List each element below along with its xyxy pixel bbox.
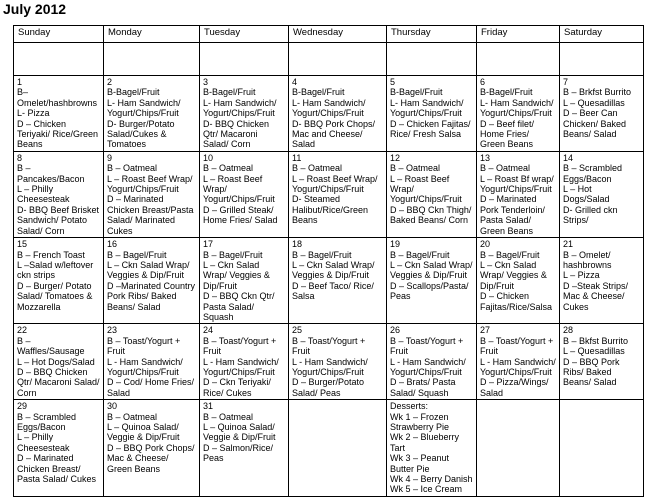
day-cell: 8 B – Pancakes/Bacon L – Philly Cheesesteak D- BBQ Beef Brisket Sandwich/ Potato Salad/ Corn: [14, 151, 104, 237]
day-cell: 19 B – Bagel/Fruit L – Ckn Salad Wrap/ Veggies & Dip/Fruit D – Scallops/Pasta/ Peas: [387, 238, 477, 324]
empty-cell: [200, 43, 289, 76]
day-cell: 7 B – Brkfst Burrito L – Quesadillas D – Beer Can Chicken/ Baked Beans/ Salad: [560, 76, 644, 152]
day-cell: 3 B-Bagel/Fruit L- Ham Sandwich/ Yogurt/Chips/Fruit D- BBQ Chicken Qtr/ Macaroni Salad/ Corn: [200, 76, 289, 152]
day-cell: 10 B – Oatmeal L – Roast Beef Wrap/ Yogurt/Chips/Fruit D – Grilled Steak/ Home Fries/ Salad: [200, 151, 289, 237]
day-cell: 1 B– Omelet/hashbrowns L- Pizza D – Chicken Teriyaki/ Rice/Green Beans: [14, 76, 104, 152]
day-cell: 18 B – Bagel/Fruit L – Ckn Salad Wrap/ Veggies & Dip/Fruit D – Beef Taco/ Rice/ Salsa: [289, 238, 387, 324]
day-cell: 6 B-Bagel/Fruit L- Ham Sandwich/ Yogurt/Chips/Fruit D – Beef filet/ Home Fries/ Green Beans: [477, 76, 560, 152]
day-cell: 4 B-Bagel/Fruit L- Ham Sandwich/ Yogurt/Chips/Fruit D- BBQ Pork Chops/ Mac and Cheese/ Salad: [289, 76, 387, 152]
week-row-5: [14, 400, 644, 497]
day-cell: 31 B – Oatmeal L – Quinoa Salad/ Veggie & Dip/Fruit D – Salmon/Rice/ Peas: [200, 400, 289, 497]
weekday-header-wednesday: Wednesday: [289, 26, 387, 43]
empty-cell: [477, 400, 560, 497]
day-cell: 23 B – Toast/Yogurt + Fruit L - Ham Sandwich/ Yogurt/Chips/Fruit D – Cod/ Home Fries/ Salad: [104, 324, 200, 400]
week-row-1: [14, 76, 644, 152]
day-cell: 24 B – Toast/Yogurt + Fruit L - Ham Sandwich/ Yogurt/Chips/Fruit D – Ckn Teriyaki/ Rice/ Cukes: [200, 324, 289, 400]
day-cell: 15 B – French Toast L –Salad w/leftover ckn strips D – Burger/ Potato Salad/ Tomatoes & Mozzarella: [14, 238, 104, 324]
day-cell: 14 B – Scrambled Eggs/Bacon L – Hot Dogs/Salad D- Grilled ckn Strips/: [560, 151, 644, 237]
day-cell: 17 B – Bagel/Fruit L – Ckn Salad Wrap/ Veggies & Dip/Fruit D – BBQ Ckn Qtr/ Pasta Salad/ Squash: [200, 238, 289, 324]
week-row-3: [14, 238, 644, 324]
empty-cell: [14, 43, 104, 76]
empty-cell: [560, 43, 644, 76]
day-cell: 25 B – Toast/Yogurt + Fruit L - Ham Sandwich/ Yogurt/Chips/Fruit D – Burger/Potato Salad/ Peas: [289, 324, 387, 400]
page-title: July 2012: [3, 1, 67, 17]
day-cell: 9 B – Oatmeal L – Roast Beef Wrap/ Yogurt/Chips/Fruit D – Marinated Chicken Breast/Pasta Salad/ Marinated Cukes: [104, 151, 200, 237]
empty-cell: [104, 43, 200, 76]
week-row-4: [14, 324, 644, 400]
empty-cell: [477, 43, 560, 76]
weekday-header-sunday: Sunday: [14, 26, 104, 43]
empty-week-row: [14, 43, 644, 76]
empty-cell: [560, 400, 644, 497]
weekday-header-friday: Friday: [477, 26, 560, 43]
day-cell: 30 B – Oatmeal L – Quinoa Salad/ Veggie & Dip/Fruit D – BBQ Pork Chops/ Mac & Cheese/ Green Beans: [104, 400, 200, 497]
weekday-header-row: [14, 26, 644, 43]
weekday-header-thursday: Thursday: [387, 26, 477, 43]
day-cell: 11 B – Oatmeal L – Roast Beef Wrap/ Yogurt/Chips/Fruit D- Steamed Halibut/Rice/Green Beans: [289, 151, 387, 237]
day-cell: 13 B – Oatmeal L – Roast Bf wrap/ Yogurt/Chips/Fruit D – Marinated Pork Tenderloin/ Pasta Salad/ Green Beans: [477, 151, 560, 237]
day-cell: 2 B-Bagel/Fruit L- Ham Sandwich/ Yogurt/Chips/Fruit D- Burger/Potato Salad/Cukes & Tomatoes: [104, 76, 200, 152]
empty-cell: [387, 43, 477, 76]
day-cell: 22 B – Waffles/Sausage L – Hot Dogs/Salad D – BBQ Chicken Qtr/ Macaroni Salad/ Corn: [14, 324, 104, 400]
week-row-2: [14, 151, 644, 237]
day-cell: 29 B – Scrambled Eggs/Bacon L – Philly Cheesesteak D – Marinated Chicken Breast/ Pasta Salad/ Cukes: [14, 400, 104, 497]
desserts-cell: Desserts: Wk 1 – Frozen Strawberry Pie Wk 2 – Blueberry Tart Wk 3 – Peanut Butter Pie Wk 4 – Berry Danish Wk 5 – Ice Cream: [387, 400, 477, 497]
day-cell: 5 B-Bagel/Fruit L- Ham Sandwich/ Yogurt/Chips/Fruit D – Chicken Fajitas/ Rice/ Fresh Salsa: [387, 76, 477, 152]
day-cell: 26 B – Toast/Yogurt + Fruit L - Ham Sandwich/ Yogurt/Chips/Fruit D – Brats/ Pasta Salad/ Squash: [387, 324, 477, 400]
day-cell: 28 B – Bkfst Burrito L – Quesadillas D – BBQ Pork Ribs/ Baked Beans/ Salad: [560, 324, 644, 400]
day-cell: 20 B – Bagel/Fruit L – Ckn Salad Wrap/ Veggies & Dip/Fruit D – Chicken Fajitas/Rice/Salsa: [477, 238, 560, 324]
day-cell: 27 B – Toast/Yogurt + Fruit L - Ham Sandwich/ Yogurt/Chips/Fruit D – Pizza/Wings/ Salad: [477, 324, 560, 400]
empty-cell: [289, 43, 387, 76]
day-cell: 16 B – Bagel/Fruit L – Ckn Salad Wrap/ Veggies & Dip/Fruit D –Marinated Country Pork Ribs/ Baked Beans/ Salad: [104, 238, 200, 324]
day-cell: [289, 400, 387, 497]
weekday-header-saturday: Saturday: [560, 26, 644, 43]
weekday-header-monday: Monday: [104, 26, 200, 43]
weekday-header-tuesday: Tuesday: [200, 26, 289, 43]
day-cell: 12 B – Oatmeal L – Roast Beef Wrap/ Yogurt/Chips/Fruit D – BBQ Ckn Thigh/ Baked Beans/ Corn: [387, 151, 477, 237]
day-cell: 21 B – Omelet/ hashbrowns L – Pizza D –Steak Strips/ Mac & Cheese/ Cukes: [560, 238, 644, 324]
calendar-table: [13, 25, 644, 497]
